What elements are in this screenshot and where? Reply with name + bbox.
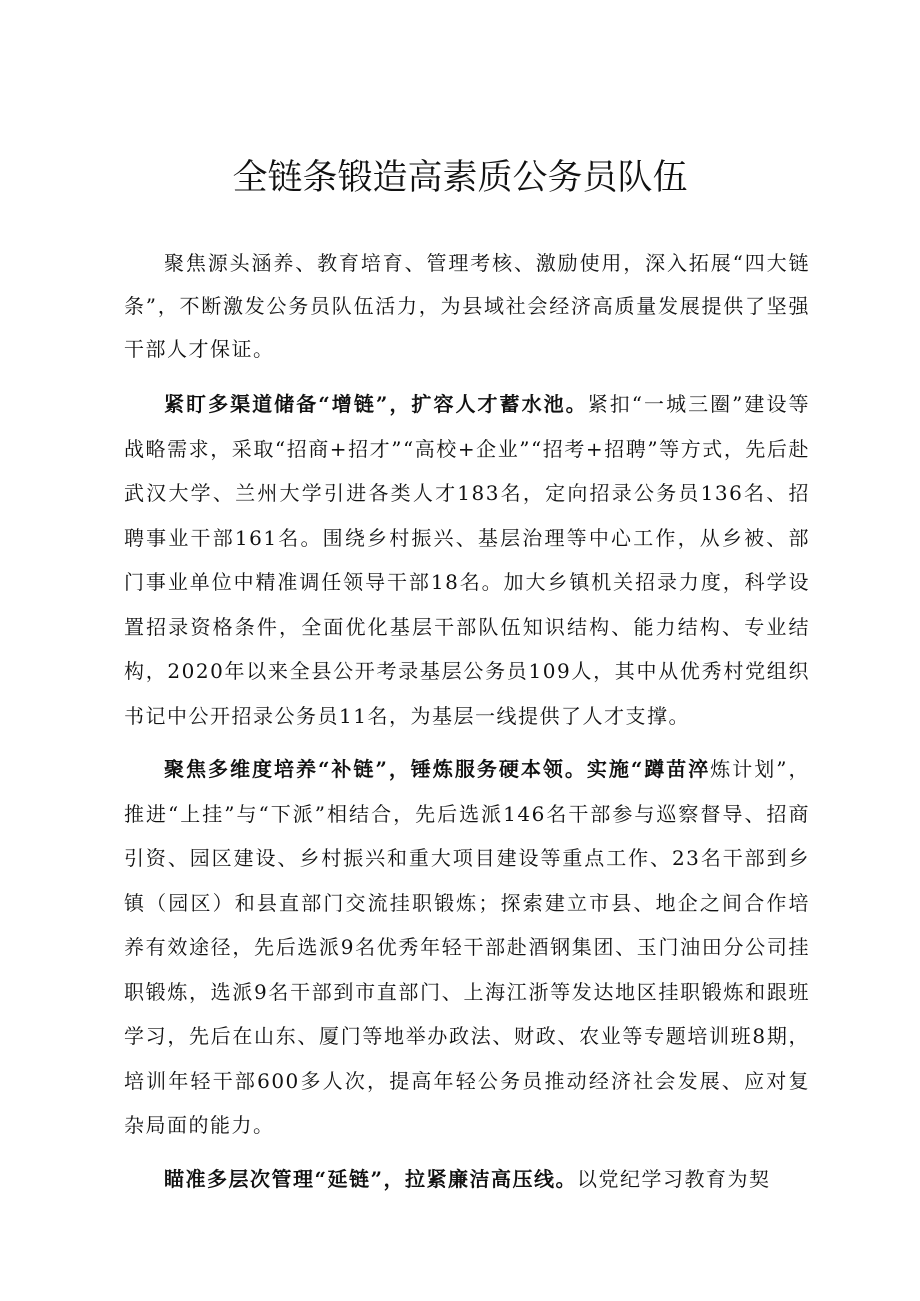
paragraph-reserve (124, 382, 810, 738)
paragraph-management-heading: 瞄准多层次管理“延链”，拉紧廉洁高压线。 (164, 1166, 578, 1191)
paragraph-intro (124, 242, 810, 371)
paragraph-training (124, 747, 810, 1148)
document-title: 全链条锻造高素质公务员队伍 (232, 158, 688, 198)
paragraph-intro-text: 聚焦源头涵养、教育培育、管理考核、激励使用，深入拓展“四大链条”，不断激发公务员队伍活力，为县域社会经济高质量发展提供了坚强干部人才保证。 (124, 251, 810, 361)
paragraph-reserve-text: 紧扣“一城三圈”建设等战略需求，采取“招商+招才”“高校+企业”“招考+招聘”等方式，先后赴武汉大学、兰州大学引进各类人才183名，定向招录公务员136名、招聘事业干部161名。围绕乡村振兴、基层治理等中心工作，从乡被、部门事业单位中精准调任领导干部18名。加大乡镇机关招录力度，科学设置招录资格条件，全面优化基层干部队伍知识结构、能力结构、专业结构，2020年以来全县公开考录基层公务员109人，其中从优秀村党组织书记中公开招录公务员11名，为基层一线提供了人才支撑。 (124, 392, 810, 728)
paragraph-management (124, 1157, 810, 1202)
paragraph-reserve-heading: 紧盯多渠道储备“增链”，扩容人才蓄水池。 (164, 392, 588, 416)
document-body (124, 242, 810, 1210)
paragraph-training-heading: 聚焦多维度培养“补链”，锤炼服务硬本领。实施“蹲苗淬 (164, 757, 711, 781)
paragraph-management-text: 以党纪学习教育为契 (577, 1166, 771, 1191)
paragraph-training-text: 炼计划”，推进“上挂”与“下派”相结合，先后选派146名干部参与巡察督导、招商引资、园区建设、乡村振兴和重大项目建设等重点工作、23名干部到乡镇（园区）和县直部门交流挂职锻炼；探索建立市县、地企之间合作培养有效途径，先后选派9名优秀年轻干部赴酒钢集团、玉门油田分公司挂职锻炼，选派9名干部到市直部门、上海江浙等发达地区挂职锻炼和跟班学习，先后在山东、厦门等地举办政法、财政、农业等专题培训班8期，培训年轻干部600多人次，提高年轻公务员推动经济社会发展、应对复杂局面的能力。 (124, 757, 810, 1137)
